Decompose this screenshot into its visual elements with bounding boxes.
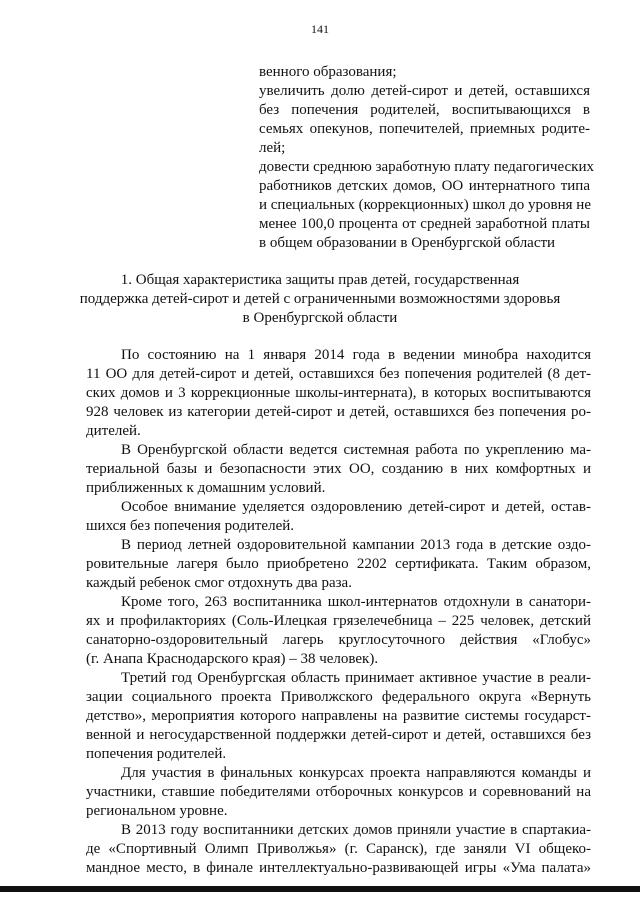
body-line: приближенных к домашним условий. bbox=[86, 480, 326, 496]
goals-line: лей; bbox=[259, 140, 286, 156]
body-line: По состоянию на 1 января 2014 года в ведении минобра находится bbox=[121, 347, 591, 363]
body-line: мандное место, в финале интеллектуально-развивающей игры «Ума палата» bbox=[86, 860, 591, 876]
goals-line: довести среднюю заработную плату педагогических bbox=[259, 159, 594, 175]
body-line: В Оренбургской области ведется системная работа по укреплению ма- bbox=[121, 442, 591, 458]
body-line: участники, ставшие победителями отборочных конкурсов и соревнований на bbox=[86, 784, 591, 800]
bottom-border bbox=[0, 886, 640, 892]
body-line: В период летней оздоровительной кампании 2013 года в детские оздо- bbox=[121, 537, 591, 553]
body-line: Особое внимание уделяется оздоровлению детей-сирот и детей, остав- bbox=[121, 499, 591, 515]
goals-line: и специальных (коррекционных) школ до уровня не bbox=[259, 197, 591, 213]
body-line: региональном уровне. bbox=[86, 803, 228, 819]
body-line: Кроме того, 263 воспитанника школ-интернатов отдохнули в санатори- bbox=[121, 594, 591, 610]
body-line: дителей. bbox=[86, 423, 141, 439]
body-line: попечения родителей. bbox=[86, 746, 227, 762]
heading-line: 1. Общая характеристика защиты прав детей, государственная bbox=[120, 272, 520, 288]
page-number: 141 bbox=[311, 22, 329, 36]
goals-line: семьях опекунов, попечителей, приемных родите- bbox=[259, 121, 590, 137]
body-line: ровительные лагеря было приобретено 2202 сертификата. Таким образом, bbox=[86, 556, 591, 572]
heading-line: в Оренбургской области bbox=[242, 310, 398, 326]
goals-line: в общем образовании в Оренбургской области bbox=[259, 235, 556, 251]
body-line: ских домов и 3 коррекционные школы-интерната), в которых воспитываются bbox=[86, 385, 591, 401]
body-line: Для участия в финальных конкурсах проекта направляются команды и bbox=[121, 765, 591, 781]
body-line: де «Спортивный Олимп Приволжья» (г. Саранск), где заняли VI общеко- bbox=[86, 841, 591, 857]
body-line: В 2013 году воспитанники детских домов приняли участие в спартакиа- bbox=[121, 822, 591, 838]
body-line: Третий год Оренбургская область принимает активное участие в реали- bbox=[121, 670, 591, 686]
goals-line: работников детских домов, ОО интернатного типа bbox=[259, 178, 590, 194]
body-line: зации социального проекта Приволжского федерального округа «Вернуть bbox=[86, 689, 591, 705]
body-line: каждый ребенок смог отдохнуть два раза. bbox=[86, 575, 352, 591]
body-line: детство», мероприятия которого направлены на развитие системы государст- bbox=[86, 708, 591, 724]
body-line: 928 человек из категории детей-сирот и детей, оставшихся без попечения ро- bbox=[86, 404, 591, 420]
body-line: 11 ОО для детей-сирот и детей, оставшихся без попечения родителей (8 дет- bbox=[86, 366, 591, 382]
goals-line: менее 100,0 процента от средней заработной платы bbox=[259, 216, 590, 232]
body-line: санаторно-оздоровительный лагерь круглосуточного действия «Глобус» bbox=[86, 632, 591, 648]
body-line: (г. Анапа Краснодарского края) – 38 человек). bbox=[86, 651, 379, 667]
goals-line: без попечения родителей, воспитывающихся в bbox=[259, 102, 590, 118]
body-line: териальной базы и безопасности этих ОО, созданию в них комфортных и bbox=[86, 461, 591, 477]
goals-line: увеличить долю детей-сирот и детей, оставшихся bbox=[259, 83, 590, 99]
heading-line: поддержка детей-сирот и детей с ограниченными возможностями здоровья bbox=[79, 291, 561, 307]
body-line: венной и негосударственной поддержки детей-сирот и детей, оставшихся без bbox=[86, 727, 591, 743]
body-line: ях и профилакториях (Соль-Илецкая грязелечебница – 225 человек, детский bbox=[86, 613, 591, 629]
body-line: шихся без попечения родителей. bbox=[86, 518, 295, 534]
goals-line: венного образования; bbox=[259, 64, 397, 80]
